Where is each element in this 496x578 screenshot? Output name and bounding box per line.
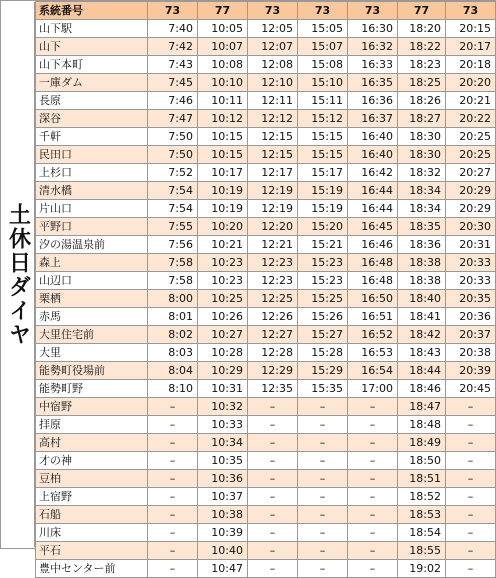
departure-time: 18:23 [398, 56, 446, 74]
departure-time: – [446, 416, 496, 434]
departure-time: 18:32 [398, 164, 446, 182]
departure-time: 20:29 [446, 200, 496, 218]
stop-name: 栗栖 [36, 290, 148, 308]
departure-time: 20:38 [446, 344, 496, 362]
departure-time: – [248, 434, 298, 452]
stop-name: 一庫ダム [36, 74, 148, 92]
departure-time: 7:50 [148, 128, 198, 146]
departure-time: 20:29 [446, 182, 496, 200]
departure-time: 10:34 [198, 434, 248, 452]
departure-time: – [348, 506, 398, 524]
departure-time: 16:48 [348, 254, 398, 272]
departure-time: 15:17 [298, 164, 348, 182]
departure-time: 15:11 [298, 92, 348, 110]
departure-time: 20:37 [446, 326, 496, 344]
departure-time: 12:17 [248, 164, 298, 182]
departure-time: 18:55 [398, 542, 446, 560]
departure-time: 10:15 [198, 146, 248, 164]
departure-time: 8:02 [148, 326, 198, 344]
departure-time: – [248, 416, 298, 434]
departure-time: 10:05 [198, 20, 248, 38]
departure-time: 18:42 [398, 326, 446, 344]
departure-time: – [298, 488, 348, 506]
departure-time: – [248, 506, 298, 524]
departure-time: 12:07 [248, 38, 298, 56]
departure-time: 12:11 [248, 92, 298, 110]
departure-time: – [148, 398, 198, 416]
departure-time: 18:46 [398, 380, 446, 398]
table-row [36, 344, 496, 362]
departure-time: 12:23 [248, 272, 298, 290]
table-row [36, 326, 496, 344]
stop-name: 赤馬 [36, 308, 148, 326]
departure-time: 12:05 [248, 20, 298, 38]
table-row [36, 506, 496, 524]
departure-time: 18:22 [398, 38, 446, 56]
departure-time: 10:28 [198, 344, 248, 362]
departure-time: 20:36 [446, 308, 496, 326]
stop-name: 清水橋 [36, 182, 148, 200]
departure-time: 20:30 [446, 218, 496, 236]
departure-time: 20:25 [446, 128, 496, 146]
table-row [36, 290, 496, 308]
departure-time: 18:36 [398, 236, 446, 254]
departure-time: 10:31 [198, 380, 248, 398]
departure-time: – [148, 560, 198, 578]
table-row [36, 362, 496, 380]
departure-time: 15:28 [298, 344, 348, 362]
departure-time: 10:23 [198, 272, 248, 290]
departure-time: 10:27 [198, 326, 248, 344]
stop-name: 千軒 [36, 128, 148, 146]
departure-time: 10:37 [198, 488, 248, 506]
departure-time: 12:12 [248, 110, 298, 128]
departure-time: 18:52 [398, 488, 446, 506]
departure-time: 10:25 [198, 290, 248, 308]
departure-time: 15:05 [298, 20, 348, 38]
route-number: 73 [248, 2, 298, 20]
departure-time: 16:35 [348, 74, 398, 92]
departure-time: – [446, 470, 496, 488]
table-row [36, 434, 496, 452]
departure-time: 20:33 [446, 254, 496, 272]
table-row [36, 128, 496, 146]
departure-time: 18:34 [398, 182, 446, 200]
departure-time: 18:30 [398, 128, 446, 146]
departure-time: – [248, 470, 298, 488]
departure-time: 7:43 [148, 56, 198, 74]
stop-name: 大里住宅前 [36, 326, 148, 344]
departure-time: 18:51 [398, 470, 446, 488]
departure-time: 10:23 [198, 254, 248, 272]
departure-time: 18:26 [398, 92, 446, 110]
departure-time: 12:20 [248, 218, 298, 236]
departure-time: 18:20 [398, 20, 446, 38]
departure-time: – [298, 416, 348, 434]
departure-time: 10:29 [198, 362, 248, 380]
table-row [36, 56, 496, 74]
departure-time: 18:50 [398, 452, 446, 470]
stop-name: 拝原 [36, 416, 148, 434]
departure-time: – [446, 452, 496, 470]
departure-time: – [348, 434, 398, 452]
departure-time: 16:37 [348, 110, 398, 128]
departure-time: 7:58 [148, 254, 198, 272]
side-title-cell [2, 2, 35, 547]
departure-time: 20:21 [446, 92, 496, 110]
departure-time: 18:49 [398, 434, 446, 452]
departure-time: – [446, 398, 496, 416]
departure-time: 7:40 [148, 20, 198, 38]
side-title: 土休日ダイヤ [5, 202, 31, 347]
departure-time: 20:33 [446, 272, 496, 290]
departure-time: 20:27 [446, 164, 496, 182]
departure-time: 16:46 [348, 236, 398, 254]
stop-name: 川床 [36, 524, 148, 542]
stop-name: 豊中センター前 [36, 560, 148, 578]
departure-time: 12:25 [248, 290, 298, 308]
departure-time: – [148, 542, 198, 560]
departure-time: 12:10 [248, 74, 298, 92]
departure-time: – [248, 398, 298, 416]
table-row [36, 236, 496, 254]
departure-time: 12:29 [248, 362, 298, 380]
departure-time: 8:00 [148, 290, 198, 308]
stop-name: 森上 [36, 254, 148, 272]
stop-name: 豆柏 [36, 470, 148, 488]
departure-time: 7:58 [148, 272, 198, 290]
departure-time: 20:17 [446, 38, 496, 56]
departure-time: 10:21 [198, 236, 248, 254]
departure-time: – [348, 398, 398, 416]
stop-name: 山下本町 [36, 56, 148, 74]
departure-time: 16:53 [348, 344, 398, 362]
table-row [36, 164, 496, 182]
table-row [36, 20, 496, 38]
departure-time: 16:54 [348, 362, 398, 380]
departure-time: 12:26 [248, 308, 298, 326]
departure-time: – [348, 470, 398, 488]
departure-time: 18:47 [398, 398, 446, 416]
departure-time: 12:28 [248, 344, 298, 362]
departure-time: 18:53 [398, 506, 446, 524]
departure-time: 7:56 [148, 236, 198, 254]
departure-time: 18:41 [398, 308, 446, 326]
departure-time: 10:07 [198, 38, 248, 56]
departure-time: 16:44 [348, 200, 398, 218]
departure-time: 8:10 [148, 380, 198, 398]
departure-time: 7:54 [148, 200, 198, 218]
route-number-label: 系統番号 [36, 2, 148, 20]
table-row [36, 74, 496, 92]
departure-time: 7:42 [148, 38, 198, 56]
departure-time: – [348, 524, 398, 542]
departure-time: – [148, 416, 198, 434]
departure-time: – [248, 524, 298, 542]
table-row [36, 38, 496, 56]
table-row [36, 380, 496, 398]
departure-time: 15:23 [298, 272, 348, 290]
departure-time: 10:12 [198, 110, 248, 128]
departure-time: – [148, 470, 198, 488]
departure-time: 16:32 [348, 38, 398, 56]
departure-time: 15:20 [298, 218, 348, 236]
stop-name: 上杉口 [36, 164, 148, 182]
table-row [36, 416, 496, 434]
departure-time: 10:40 [198, 542, 248, 560]
departure-time: 16:50 [348, 290, 398, 308]
table-row [36, 452, 496, 470]
departure-time: 20:35 [446, 290, 496, 308]
departure-time: 15:29 [298, 362, 348, 380]
table-row [36, 398, 496, 416]
departure-time: 10:32 [198, 398, 248, 416]
departure-time: 8:03 [148, 344, 198, 362]
departure-time: – [148, 434, 198, 452]
departure-time: 10:20 [198, 218, 248, 236]
departure-time: 15:10 [298, 74, 348, 92]
stop-name: 山辺口 [36, 272, 148, 290]
table-row [36, 542, 496, 560]
route-number: 73 [348, 2, 398, 20]
departure-time: 20:22 [446, 110, 496, 128]
departure-time: 20:31 [446, 236, 496, 254]
departure-time: – [446, 488, 496, 506]
departure-time: 10:35 [198, 452, 248, 470]
departure-time: 10:33 [198, 416, 248, 434]
table-row [36, 254, 496, 272]
departure-time: 10:10 [198, 74, 248, 92]
departure-time: 18:48 [398, 416, 446, 434]
departure-time: 15:27 [298, 326, 348, 344]
stop-name: 汐の湯温泉前 [36, 236, 148, 254]
departure-time: 16:40 [348, 146, 398, 164]
departure-time: – [446, 506, 496, 524]
timetable-body [36, 2, 496, 578]
table-row [36, 218, 496, 236]
departure-time: 16:30 [348, 20, 398, 38]
departure-time: – [298, 452, 348, 470]
departure-time: 20:15 [446, 20, 496, 38]
table-row [36, 110, 496, 128]
departure-time: 12:21 [248, 236, 298, 254]
table-row [36, 200, 496, 218]
timetable [35, 1, 496, 578]
departure-time: 17:00 [348, 380, 398, 398]
departure-time: 10:26 [198, 308, 248, 326]
departure-time: 18:38 [398, 272, 446, 290]
stop-name: 山下 [36, 38, 148, 56]
departure-time: 19:02 [398, 560, 446, 578]
table-row [36, 488, 496, 506]
stop-name: 平石 [36, 542, 148, 560]
departure-time: – [446, 560, 496, 578]
departure-time: 7:50 [148, 146, 198, 164]
departure-time: 18:25 [398, 74, 446, 92]
departure-time: 7:52 [148, 164, 198, 182]
departure-time: – [298, 524, 348, 542]
departure-time: 12:19 [248, 182, 298, 200]
stop-name: 能勢町野 [36, 380, 148, 398]
departure-time: 8:01 [148, 308, 198, 326]
departure-time: – [446, 542, 496, 560]
table-row [36, 470, 496, 488]
departure-time: 10:08 [198, 56, 248, 74]
stop-name: 上宿野 [36, 488, 148, 506]
departure-time: 10:39 [198, 524, 248, 542]
departure-time: – [446, 524, 496, 542]
departure-time: 12:27 [248, 326, 298, 344]
departure-time: 12:15 [248, 128, 298, 146]
stop-name: 能勢町役場前 [36, 362, 148, 380]
departure-time: 16:42 [348, 164, 398, 182]
departure-time: 7:46 [148, 92, 198, 110]
table-row [36, 524, 496, 542]
departure-time: 12:35 [248, 380, 298, 398]
departure-time: 16:45 [348, 218, 398, 236]
departure-time: 15:21 [298, 236, 348, 254]
stop-name: 中宿野 [36, 398, 148, 416]
departure-time: 10:19 [198, 200, 248, 218]
departure-time: 16:52 [348, 326, 398, 344]
departure-time: – [248, 542, 298, 560]
departure-time: 15:19 [298, 182, 348, 200]
departure-time: – [298, 560, 348, 578]
departure-time: 18:27 [398, 110, 446, 128]
departure-time: 15:25 [298, 290, 348, 308]
departure-time: 18:43 [398, 344, 446, 362]
departure-time: 16:44 [348, 182, 398, 200]
departure-time: – [148, 524, 198, 542]
departure-time: 10:38 [198, 506, 248, 524]
departure-time: – [298, 434, 348, 452]
route-number: 73 [446, 2, 496, 20]
departure-time: 10:47 [198, 560, 248, 578]
departure-time: – [148, 452, 198, 470]
departure-time: – [348, 416, 398, 434]
departure-time: 10:17 [198, 164, 248, 182]
departure-time: 15:23 [298, 254, 348, 272]
departure-time: 7:45 [148, 74, 198, 92]
departure-time: 20:25 [446, 146, 496, 164]
departure-time: 18:54 [398, 524, 446, 542]
departure-time: 16:48 [348, 272, 398, 290]
departure-time: 7:47 [148, 110, 198, 128]
departure-time: 18:40 [398, 290, 446, 308]
departure-time: 18:30 [398, 146, 446, 164]
departure-time: 16:51 [348, 308, 398, 326]
departure-time: 18:38 [398, 254, 446, 272]
departure-time: 16:36 [348, 92, 398, 110]
departure-time: – [298, 542, 348, 560]
stop-name: 大里 [36, 344, 148, 362]
stop-name: 平野口 [36, 218, 148, 236]
departure-time: 15:35 [298, 380, 348, 398]
departure-time: 16:40 [348, 128, 398, 146]
stop-name: 民田口 [36, 146, 148, 164]
departure-time: – [298, 506, 348, 524]
departure-time: – [298, 470, 348, 488]
departure-time: 16:33 [348, 56, 398, 74]
stop-name: 才の神 [36, 452, 148, 470]
table-row [36, 146, 496, 164]
departure-time: 12:23 [248, 254, 298, 272]
departure-time: 10:11 [198, 92, 248, 110]
table-row [36, 182, 496, 200]
departure-time: 7:55 [148, 218, 198, 236]
departure-time: – [248, 452, 298, 470]
departure-time: – [248, 560, 298, 578]
route-number: 73 [148, 2, 198, 20]
departure-time: 12:19 [248, 200, 298, 218]
route-number: 77 [398, 2, 446, 20]
departure-time: 15:26 [298, 308, 348, 326]
departure-time: 15:19 [298, 200, 348, 218]
departure-time: – [148, 506, 198, 524]
departure-time: 10:19 [198, 182, 248, 200]
departure-time: 20:39 [446, 362, 496, 380]
departure-time: – [148, 488, 198, 506]
table-row [36, 560, 496, 578]
departure-time: 15:15 [298, 146, 348, 164]
route-number: 77 [198, 2, 248, 20]
departure-time: 15:15 [298, 128, 348, 146]
departure-time: – [298, 398, 348, 416]
departure-time: 15:07 [298, 38, 348, 56]
departure-time: 18:44 [398, 362, 446, 380]
departure-time: – [348, 542, 398, 560]
departure-time: 10:15 [198, 128, 248, 146]
header-row [36, 2, 496, 20]
departure-time: 7:54 [148, 182, 198, 200]
departure-time: – [348, 452, 398, 470]
departure-time: 12:08 [248, 56, 298, 74]
stop-name: 石船 [36, 506, 148, 524]
departure-time: 20:45 [446, 380, 496, 398]
stop-name: 山下駅 [36, 20, 148, 38]
departure-time: – [248, 488, 298, 506]
table-row [36, 92, 496, 110]
departure-time: – [348, 488, 398, 506]
departure-time: 15:08 [298, 56, 348, 74]
table-row [36, 272, 496, 290]
departure-time: 8:04 [148, 362, 198, 380]
departure-time: 18:35 [398, 218, 446, 236]
stop-name: 長原 [36, 92, 148, 110]
departure-time: 12:15 [248, 146, 298, 164]
stop-name: 片山口 [36, 200, 148, 218]
stop-name: 高村 [36, 434, 148, 452]
departure-time: 15:12 [298, 110, 348, 128]
departure-time: – [348, 560, 398, 578]
departure-time: 20:20 [446, 74, 496, 92]
departure-time: – [446, 434, 496, 452]
table-row [36, 308, 496, 326]
departure-time: 20:18 [446, 56, 496, 74]
stop-name: 深谷 [36, 110, 148, 128]
departure-time: 10:36 [198, 470, 248, 488]
route-number: 73 [298, 2, 348, 20]
departure-time: 18:34 [398, 200, 446, 218]
